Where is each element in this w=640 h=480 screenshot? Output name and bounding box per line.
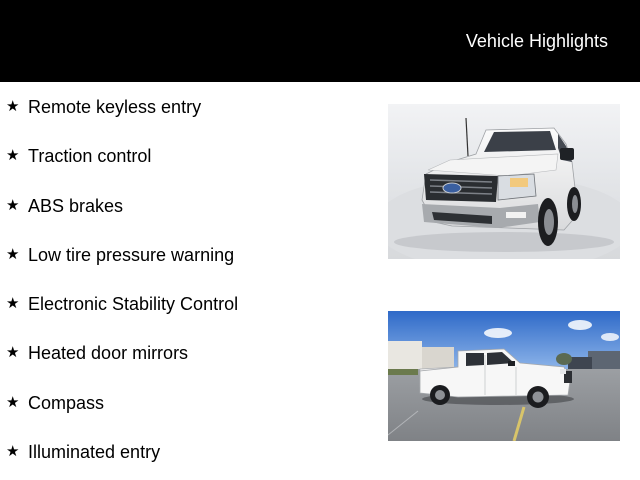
feature-item bbox=[0, 193, 380, 242]
header-bar bbox=[0, 0, 640, 82]
truck-front-photo[interactable] bbox=[388, 104, 620, 259]
feature-item bbox=[0, 94, 380, 143]
feature-item bbox=[0, 340, 380, 389]
feature-label: Compass bbox=[28, 392, 105, 413]
star-icon: ★ bbox=[6, 146, 20, 165]
feature-list bbox=[0, 94, 380, 480]
feature-label: Electronic Stability Control bbox=[28, 294, 239, 315]
star-icon: ★ bbox=[6, 244, 20, 263]
star-icon: ★ bbox=[6, 97, 20, 115]
star-icon: ★ bbox=[6, 392, 20, 411]
feature-item bbox=[0, 143, 380, 192]
feature-label: Remote keyless entry bbox=[28, 97, 202, 117]
feature-label: Traction control bbox=[28, 146, 152, 167]
feature-item bbox=[0, 291, 380, 340]
truck-side-photo[interactable] bbox=[388, 311, 620, 441]
star-icon: ★ bbox=[6, 343, 20, 362]
star-icon: ★ bbox=[6, 294, 20, 313]
feature-item bbox=[0, 439, 380, 480]
feature-item bbox=[0, 242, 380, 291]
star-icon: ★ bbox=[6, 442, 20, 461]
star-icon: ★ bbox=[6, 195, 20, 214]
feature-label: Illuminated entry bbox=[28, 442, 161, 463]
feature-label: ABS brakes bbox=[28, 195, 124, 216]
feature-label: Low tire pressure warning bbox=[28, 244, 235, 265]
page-title: Vehicle Highlights bbox=[465, 31, 608, 51]
feature-item bbox=[0, 390, 380, 439]
feature-label: Heated door mirrors bbox=[28, 343, 189, 364]
